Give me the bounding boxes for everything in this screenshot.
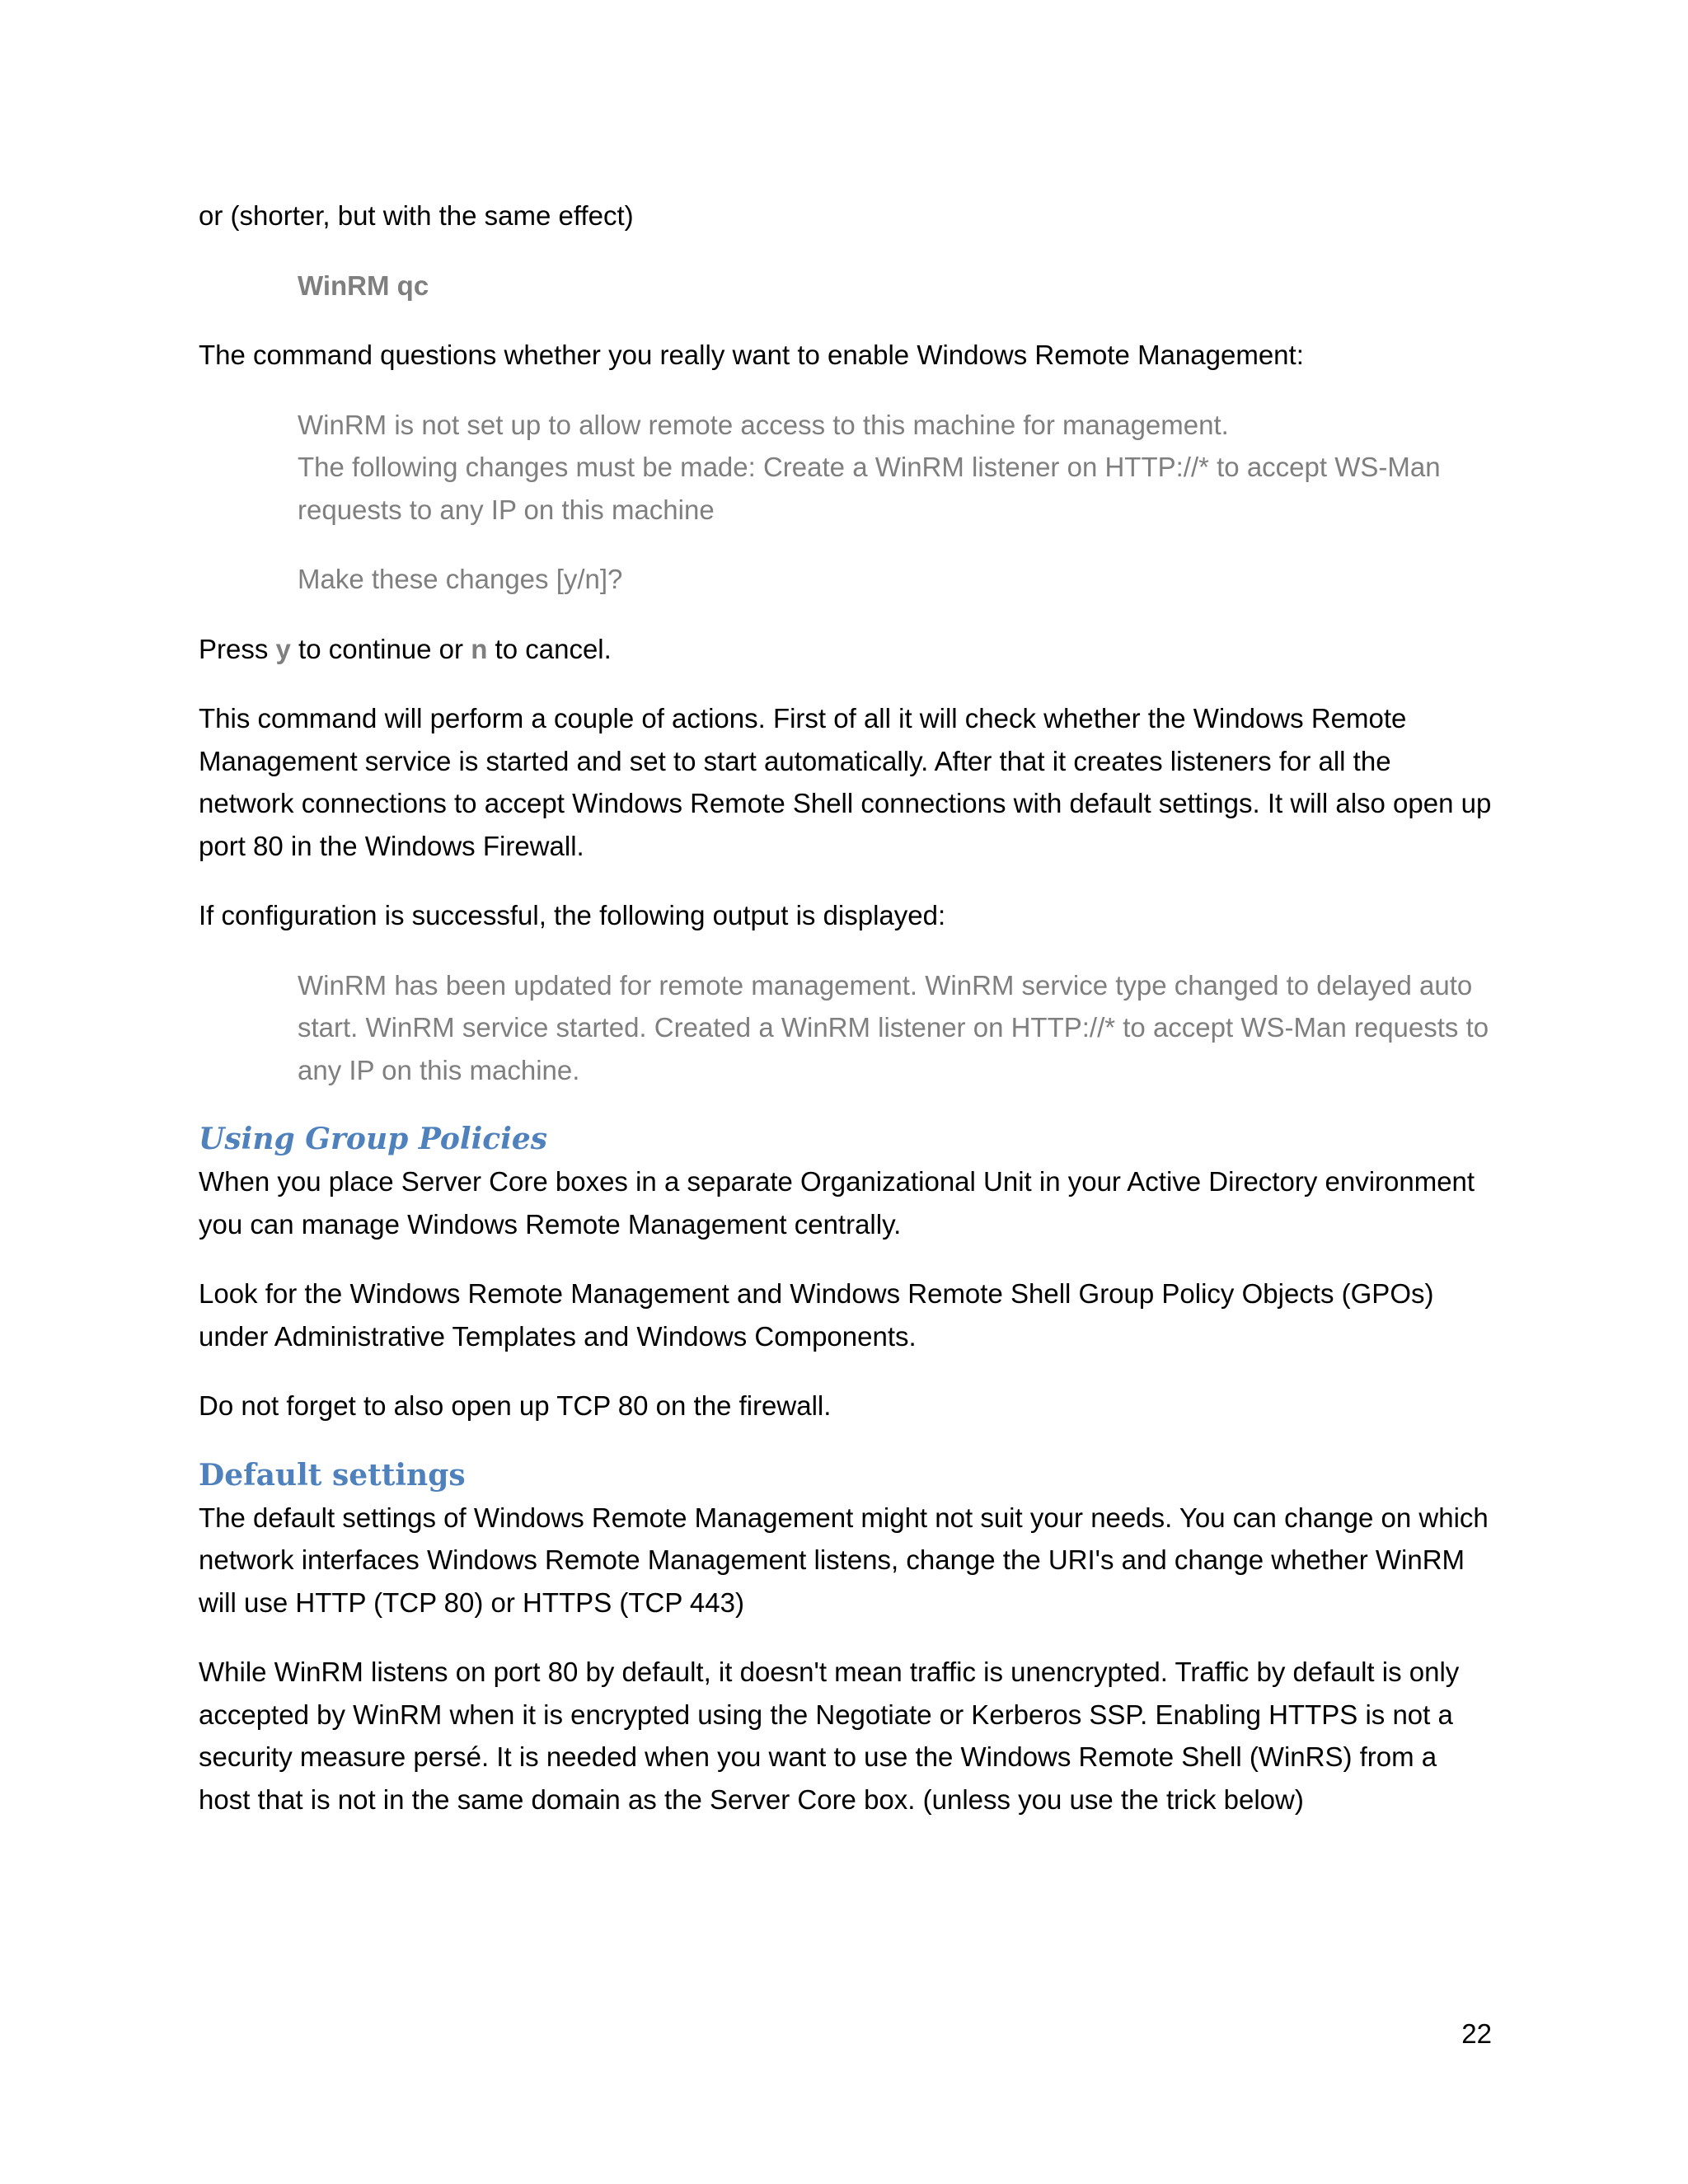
prompt-line-2: The following changes must be made: Create a WinRM listener on HTTP://* to accept WS-Man requests to any IP on this machine (298, 452, 1441, 525)
document-page (199, 194, 1493, 1848)
paragraph-command-question: The command questions whether you really want to enable Windows Remote Management: (199, 340, 1304, 370)
press-mid: to continue or (290, 633, 471, 664)
paragraph-press (199, 628, 1493, 671)
heading-group-policies: Using Group Policies (199, 1122, 548, 1156)
heading-default-settings: Default settings (199, 1457, 466, 1493)
prompt-confirm: Make these changes [y/n]? (298, 564, 623, 594)
paragraph-intro: or (shorter, but with the same effect) (199, 200, 634, 231)
command-winrm-qc: WinRM qc (298, 269, 429, 301)
press-pre: Press (199, 633, 276, 664)
paragraph-ou: When you place Server Core boxes in a separate Organizational Unit in your Active Directory environment you can manage Windows Remote Management centrally. (199, 1166, 1475, 1240)
prompt-block (298, 404, 1493, 532)
paragraph-actions: This command will perform a couple of actions. First of all it will check whether the Windows Remote Management service is started and set to start automatically. After that it creates listeners for all the network connections to accept Windows Remote Shell connections with default settings. It will also open up port 80 in the Windows Firewall. (199, 703, 1492, 861)
paragraph-encryption: While WinRM listens on port 80 by default, it doesn't mean traffic is unencrypted. Traffic by default is only accepted by WinRM when it is encrypted using the Negotiate or Kerberos SSP. Enabling HTTPS is not a security measure persé. It is needed when you want to use the Windows Remote Shell (WinRS) from a host that is not in the same domain as the Server Core box. (unless you use the trick below) (199, 1657, 1460, 1815)
page-number: 22 (1461, 2018, 1492, 2049)
prompt-line-1: WinRM is not set up to allow remote access to this machine for management. (298, 409, 1229, 440)
key-y: y (275, 633, 291, 664)
paragraph-defaults: The default settings of Windows Remote Management might not suit your needs. You can change on which network interfaces Windows Remote Management listens, change the URI's and change whether WinRM will use HTTP (TCP 80) or HTTPS (TCP 443) (199, 1502, 1489, 1618)
output-block: WinRM has been updated for remote management. WinRM service type changed to delayed auto start. WinRM service started. Created a WinRM listener on HTTP://* to accept WS-Man requests to any IP on this machine. (298, 969, 1489, 1085)
key-n: n (471, 633, 488, 664)
paragraph-success: If configuration is successful, the following output is displayed: (199, 900, 946, 930)
paragraph-gpos: Look for the Windows Remote Management and Windows Remote Shell Group Policy Objects (GPOs) under Administrative Templates and Windows Components. (199, 1278, 1434, 1352)
paragraph-firewall: Do not forget to also open up TCP 80 on the firewall. (199, 1390, 832, 1421)
press-post: to cancel. (487, 633, 612, 664)
